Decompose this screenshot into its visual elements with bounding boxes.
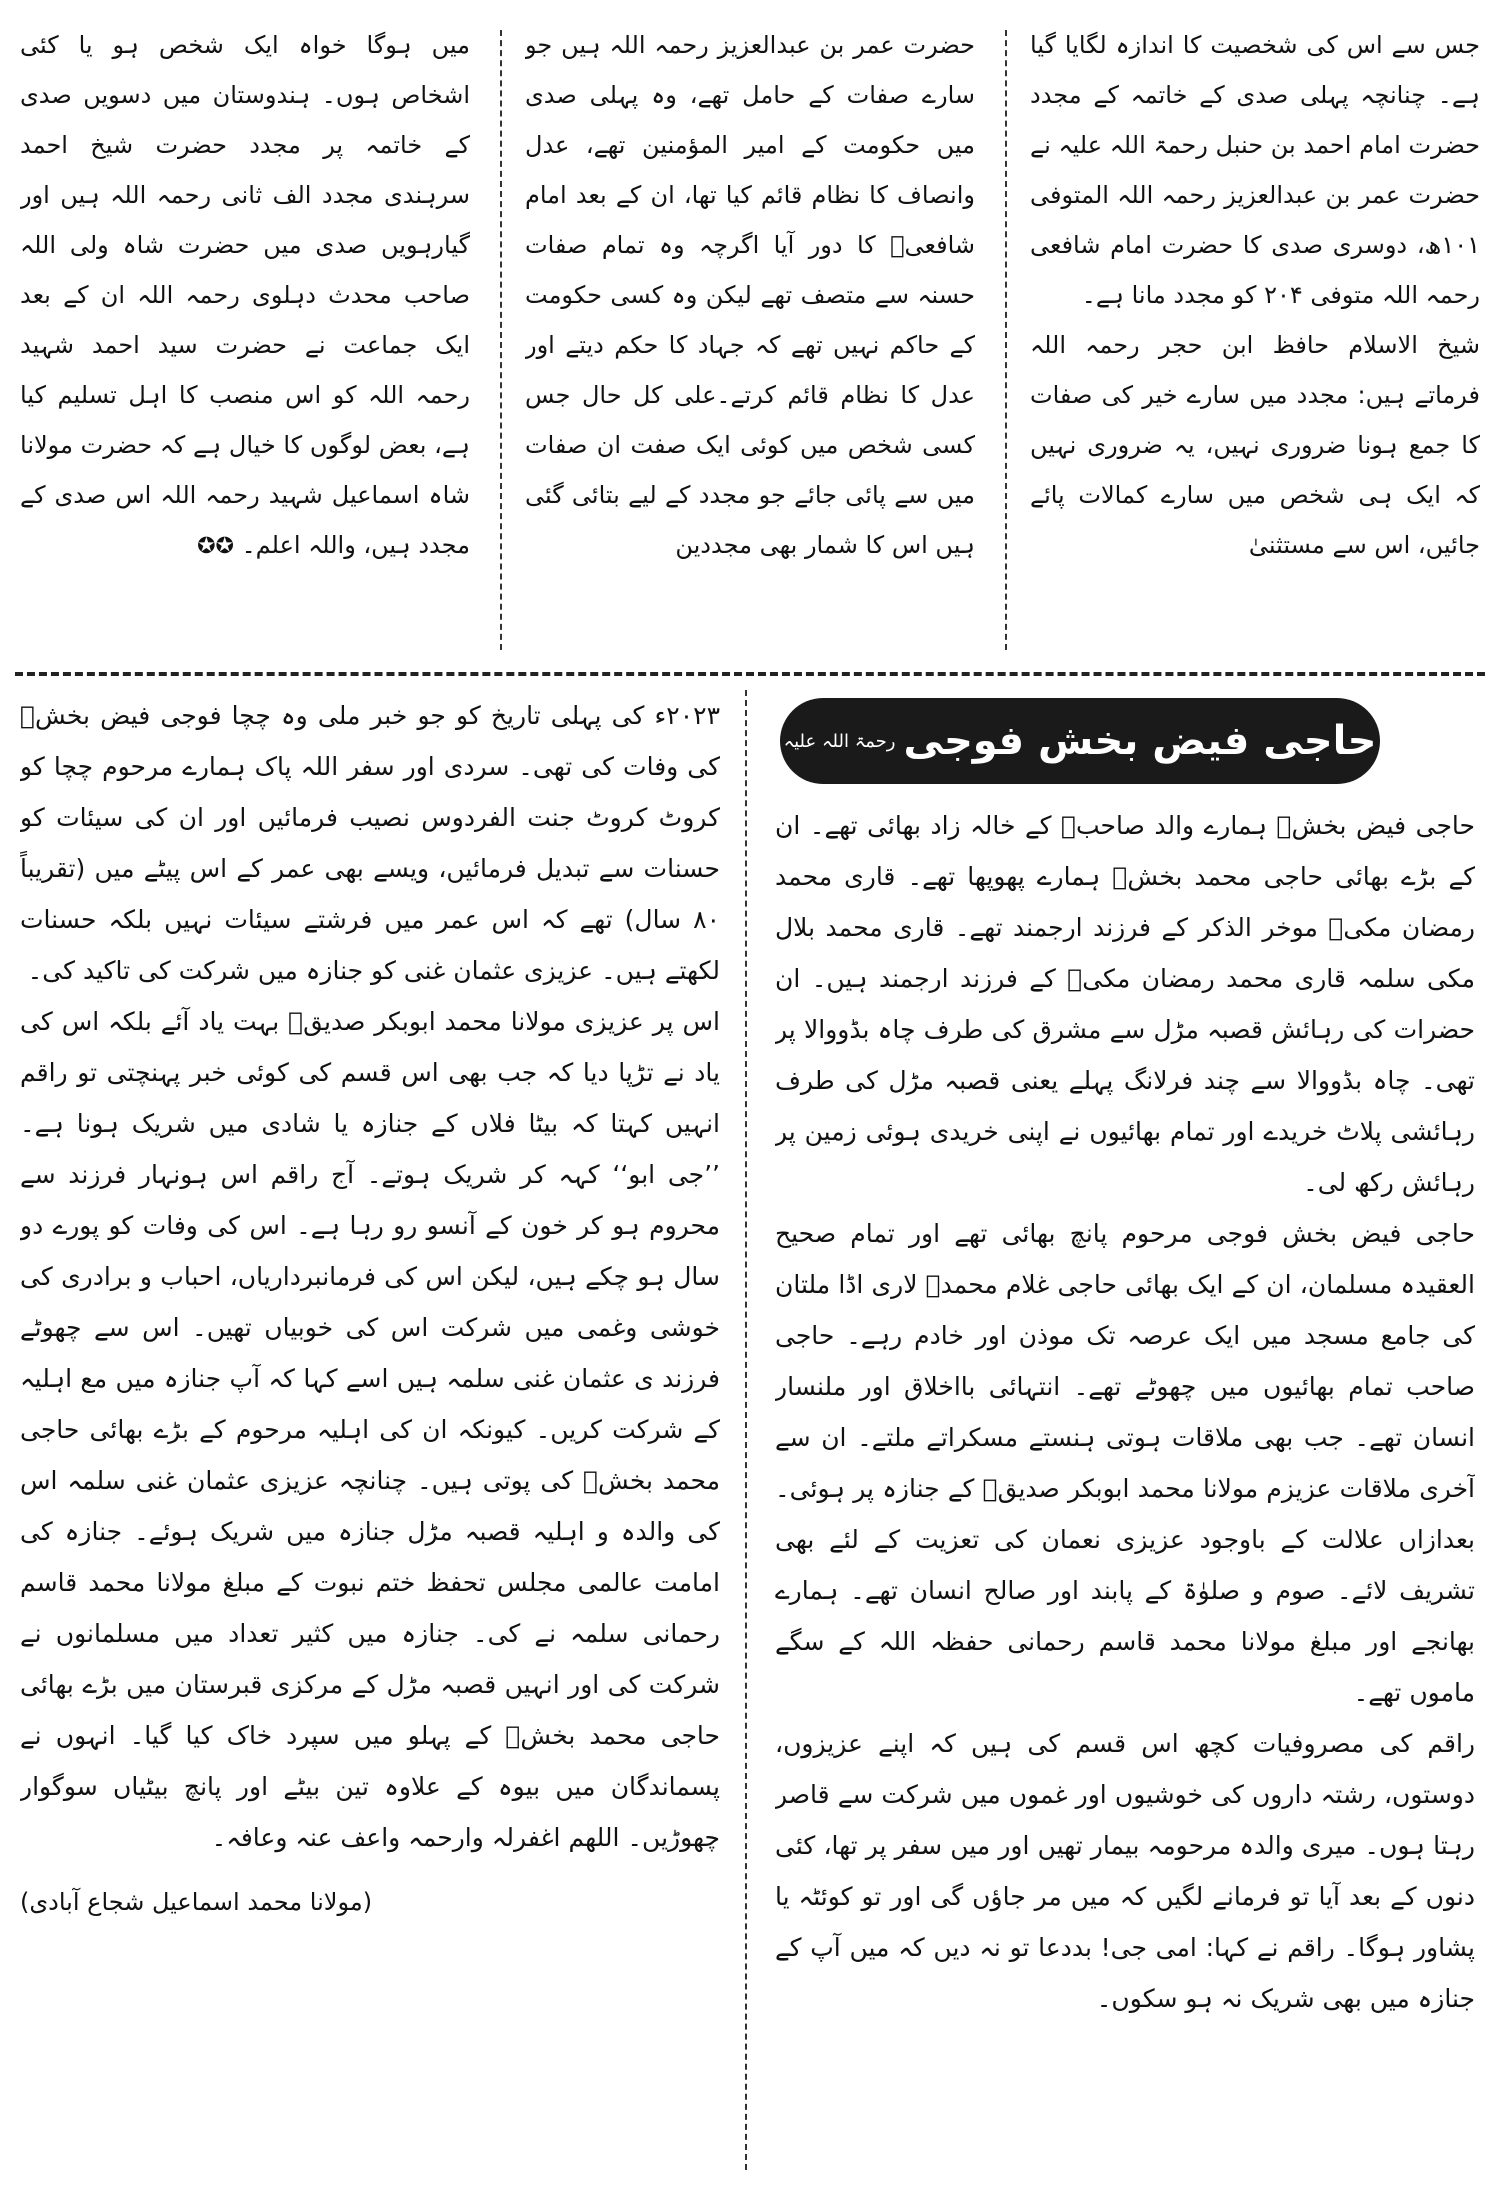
article-title-banner (780, 698, 1380, 784)
article-title-honorific: رحمۃ اللہ علیہ (783, 730, 896, 752)
paragraph: حاجی فیض بخشؒ ہمارے والد صاحبؒ کے خالہ زاد بھائی تھے۔ ان کے بڑے بھائی حاجی محمد بخشؒ ہمارے پھوپھا تھے۔ قاری محمد رمضان مکیؒ موخر الذکر کے فرزند ارجمند تھے۔ قاری محمد بلال مکی سلمہ قاری محمد رمضان مکیؒ کے فرزند ارجمند ہیں۔ ان حضرات کی رہائش قصبہ مڑل سے مشرق کی طرف چاہ بڈووالا پر تھی۔ چاہ بڈووالا سے چند فرلانگ پہلے یعنی قصبہ مڑل کی طرف رہائشی پلاٹ خریدے اور تمام بھائیوں نے اپنی خریدی ہوئی زمین پر رہائش رکھ لی۔ (775, 811, 1475, 1197)
paragraph: حاجی فیض بخش فوجی مرحوم پانچ بھائی تھے اور تمام صحیح العقیدہ مسلمان، ان کے ایک بھائی حاجی غلام محمدؒ لاری اڈا ملتان کی جامع مسجد میں ایک عرصہ تک موذن اور خادم رہے۔ حاجی صاحب تمام بھائیوں میں چھوٹے تھے۔ انتہائی بااخلاق اور ملنسار انسان تھے۔ جب بھی ملاقات ہوتی ہنستے مسکراتے ملتے۔ ان سے آخری ملاقات عزیزم مولانا محمد ابوبکر صدیقؒ کے جنازہ پر ہوئی۔ بعدازاں علالت کے باوجود عزیزی نعمان کی تعزیت کے لئے بھی تشریف لائے۔ صوم و صلوٰۃ کے پابند اور صالح انسان تھے۔ ہمارے بھانجے اور مبلغ مولانا محمد قاسم رحمانی حفظہ اللہ کے سگے ماموں تھے۔ (775, 1219, 1475, 1707)
top-column-left (20, 20, 470, 660)
top-column-middle (525, 20, 975, 660)
article-title: حاجی فیض بخش فوجی (903, 718, 1377, 764)
top-section (20, 20, 1480, 660)
column-divider (1005, 30, 1007, 650)
paragraph: ۲۰۲۳ء کی پہلی تاریخ کو جو خبر ملی وہ چچا فوجی فیض بخشؒ کی وفات کی تھی۔ سردی اور سفر اللہ پاک ہمارے مرحوم چچا کو کروٹ کروٹ جنت الفردوس نصیب فرمائیں اور ان کی سیئات کو حسنات سے تبدیل فرمائیں، ویسے بھی عمر کے اس پیٹے میں (تقریباً ۸۰ سال) تھے کہ اس عمر میں فرشتے سیئات نہیں بلکہ حسنات لکھتے ہیں۔ عزیزی عثمان غنی کو جنازہ میں شرکت کی تاکید کی۔ (20, 701, 720, 985)
paragraph: جس سے اس کی شخصیت کا اندازہ لگایا گیا ہے۔ چنانچہ پہلی صدی کے خاتمہ کے مجدد حضرت امام احمد بن حنبل رحمۃ اللہ علیہ نے حضرت عمر بن عبدالعزیز رحمہ اللہ المتوفی ۱۰۱ھ، دوسری صدی کا حضرت امام شافعی رحمہ اللہ متوفی ۲۰۴ کو مجدد مانا ہے۔ (1030, 31, 1480, 309)
paragraph-text: میں ہوگا خواہ ایک شخص ہو یا کئی اشخاص ہوں۔ ہندوستان میں دسویں صدی کے خاتمہ پر مجدد حضرت شیخ احمد سرہندی مجدد الف ثانی رحمہ اللہ ہیں اور گیارہویں صدی میں حضرت شاہ ولی اللہ صاحب محدث دہلوی رحمہ اللہ ان کے بعد ایک جماعت نے حضرت سید احمد شہید رحمہ اللہ کو اس منصب کا اہل تسلیم کیا ہے، بعض لوگوں کا خیال ہے کہ حضرت مولانا شاہ اسماعیل شہید رحمہ اللہ اس صدی کے مجدد ہیں، واللہ اعلم۔ (20, 31, 470, 559)
article-author: (مولانا محمد اسماعیل شجاع آبادی) (20, 1888, 373, 1916)
paragraph: حضرت عمر بن عبدالعزیز رحمہ اللہ ہیں جو سارے صفات کے حامل تھے، وہ پہلی صدی میں حکومت کے امیر المؤمنین تھے، عدل وانصاف کا نظام قائم کیا تھا، ان کے بعد امام شافعیؒ کا دور آیا اگرچہ وہ تمام صفات حسنہ سے متصف تھے لیکن وہ کسی حکومت کے حاکم نہیں تھے کہ جہاد کا حکم دیتے اور عدل کا نظام قائم کرتے۔علی کل حال جس کسی شخص میں کوئی ایک صفت ان صفات میں سے پائی جائے جو مجدد کے لیے بتائی گئی ہیں اس کا شمار بھی مجددین (525, 31, 975, 559)
column-divider (500, 30, 502, 650)
top-column-right (1030, 20, 1480, 660)
article-section (20, 690, 1480, 2180)
section-divider (15, 672, 1485, 676)
article-column-left (20, 690, 720, 2180)
paragraph: اس پر عزیزی مولانا محمد ابوبکر صدیقؒ بہت یاد آئے بلکہ اس کی یاد نے تڑپا دیا کہ جب بھی اس قسم کی کوئی خبر پہنچتی تو راقم انہیں کہتا کہ بیٹا فلاں کے جنازہ یا شادی میں شریک ہونا ہے۔ ’’جی ابو‘‘ کہہ کر شریک ہوتے۔ آج راقم اس ہونہار فرزند سے محروم ہو کر خون کے آنسو رو رہا ہے۔ اس کی وفات کو پورے دو سال ہو چکے ہیں، لیکن اس کی فرمانبرداریاں، احباب و برادری کی خوشی وغمی میں شرکت اس کی خوبیاں تھیں۔ اس سے چھوٹے فرزند ی عثمان غنی سلمہ ہیں اسے کہا کہ آپ جنازہ میں مع اہلیہ کے شرکت کریں۔ کیونکہ ان کی اہلیہ مرحوم کے بڑے بھائی حاجی محمد بخشؒ کی پوتی ہیں۔ چنانچہ عزیزی عثمان غنی سلمہ اس کی والدہ و اہلیہ قصبہ مڑل جنازہ میں شریک ہوئے۔ جنازہ کی امامت عالمی مجلس تحفظ ختم نبوت کے مبلغ مولانا محمد قاسم رحمانی سلمہ نے کی۔ جنازہ میں کثیر تعداد میں مسلمانوں نے شرکت کی اور انہیں قصبہ مڑل کے مرکزی قبرستان میں بڑے بھائی حاجی محمد بخشؒ کے پہلو میں سپرد خاک کیا گیا۔ انہوں نے پسماندگان میں بیوہ کے علاوہ تین بیٹے اور پانچ بیٹیاں سوگوار چھوڑیں۔ اللھم اغفرلہ وارحمہ واعف عنہ وعافہ۔ (20, 1007, 720, 1852)
article-column-right (775, 800, 1475, 2180)
paragraph: راقم کی مصروفیات کچھ اس قسم کی ہیں کہ اپنے عزیزوں، دوستوں، رشتہ داروں کی خوشیوں اور غموں میں شرکت سے قاصر رہتا ہوں۔ میری والدہ مرحومہ بیمار تھیں اور میں سفر پر تھا، کئی دنوں کے بعد آیا تو فرمانے لگیں کہ میں مر جاؤں گی اور تو کوئٹہ یا پشاور ہوگا۔ راقم نے کہا: امی جی! بددعا تو نہ دیں کہ میں آپ کے جنازہ میں بھی شریک نہ ہو سکوں۔ (775, 1729, 1475, 2013)
paragraph: شیخ الاسلام حافظ ابن حجر رحمہ اللہ فرماتے ہیں: مجدد میں سارے خیر کی صفات کا جمع ہونا ضروری نہیں، یہ ضروری نہیں کہ ایک ہی شخص میں سارے کمالات پائے جائیں، اس سے مستثنیٰ (1030, 331, 1480, 559)
end-mark-icon: ✪✪ (197, 534, 234, 559)
column-divider (745, 690, 747, 2170)
paragraph (20, 20, 470, 572)
